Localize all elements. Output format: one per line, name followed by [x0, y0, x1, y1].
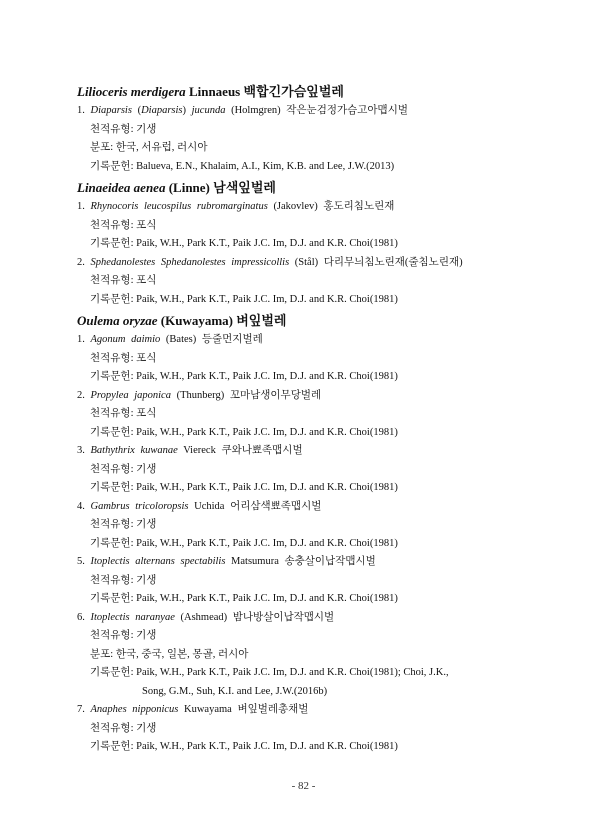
entry-number: 1.: [77, 201, 91, 212]
enemy-entry: [77, 199, 537, 218]
enemy-author-common-name: Viereck 쿠와나뾰족맵시벌: [177, 445, 303, 456]
enemy-scientific-name: Rhynocoris leucospilus rubromarginatus: [90, 201, 268, 212]
enemy-entry: [77, 610, 537, 629]
reference-continuation: Song, G.M., Suh, K.I. and Lee, J.W.(2016b): [142, 685, 328, 697]
entry-number: 3.: [77, 445, 91, 456]
entry-number: 2.: [77, 256, 91, 268]
enemy-scientific-name: Bathythrix kuwanae: [90, 445, 178, 456]
enemy-author-common-name: Kuwayama 벼잎벌레총채벌: [178, 704, 309, 715]
enemy-entry: [77, 499, 537, 518]
enemy-entry: [77, 103, 537, 122]
enemy-entry: [77, 554, 537, 573]
species-heading: [77, 177, 537, 199]
enemy-entry: [77, 388, 537, 407]
reference: 기록문헌: Paik, W.H., Park K.T., Paik J.C. Im, D.J. and K.R. Choi(1981): [90, 426, 398, 438]
enemy-type: 천적유형: 기생: [90, 123, 157, 135]
reference: 기록문헌: Paik, W.H., Park K.T., Paik J.C. Im, D.J. and K.R. Choi(1981): [90, 238, 398, 249]
enemy-author-common-name: (Thunberg) 꼬마남생이무당벌레: [170, 389, 322, 401]
enemy-author-common-name: (Holmgren) 작은눈검정가슴고아맵시벌: [225, 105, 408, 116]
entry-number: 2.: [77, 389, 91, 401]
reference: 기록문헌: Paik, W.H., Park K.T., Paik J.C. Im, D.J. and K.R. Choi(1981): [90, 537, 398, 549]
distribution: 분포: 한국, 서유럽, 러시아: [90, 142, 208, 153]
enemy-type: 천적유형: 포식: [90, 352, 157, 364]
species-author-common-name: Linnaeus 백합긴가슴잎벌레: [185, 84, 344, 99]
reference: 기록문헌: Paik, W.H., Park K.T., Paik J.C. Im, D.J. and K.R. Choi(1981): [90, 293, 398, 305]
enemy-author-common-name: Uchida 어리삼색뾰족맵시벌: [188, 500, 322, 512]
species-heading: [77, 310, 537, 332]
enemy-scientific-name: Anaphes nipponicus: [90, 704, 179, 715]
enemy-author-common-name: (Jakovlev) 홍도리침노린재: [267, 201, 395, 212]
reference: 기록문헌: Paik, W.H., Park K.T., Paik J.C. Im, D.J. and K.R. Choi(1981): [90, 371, 398, 382]
enemy-scientific-name: Sphedanolestes Sphedanolestes impressicollis: [90, 256, 290, 268]
species-name: Lilioceris merdigera: [77, 84, 186, 99]
entry-number: 1.: [77, 334, 91, 345]
enemy-scientific-name: Itoplectis alternans spectabilis: [90, 556, 226, 567]
entry-number: 1.: [77, 105, 91, 116]
entry-number: 7.: [77, 704, 91, 715]
document-body: [77, 81, 537, 758]
enemy-genus: Diaparsis: [90, 105, 132, 116]
page-number: - 82 -: [291, 780, 316, 792]
enemy-subgenus: Diaparsis: [141, 105, 183, 116]
enemy-type: 천적유형: 기생: [90, 722, 157, 734]
enemy-type: 천적유형: 기생: [90, 519, 157, 530]
entry-number: 6.: [77, 611, 91, 623]
enemy-entry: [77, 702, 537, 721]
enemy-type: 천적유형: 포식: [90, 275, 157, 286]
species-name: Linaeidea aenea: [77, 180, 166, 195]
entry-number: 5.: [77, 556, 91, 567]
reference: 기록문헌: Paik, W.H., Park K.T., Paik J.C. Im, D.J. and K.R. Choi(1981): [90, 741, 398, 752]
entry-number: 4.: [77, 500, 91, 512]
species-heading: [77, 81, 537, 103]
reference: 기록문헌: Balueva, E.N., Khalaim, A.I., Kim, K.B. and Lee, J.W.(2013): [90, 160, 395, 172]
enemy-scientific-name: Agonum daimio: [90, 334, 161, 345]
enemy-type: 천적유형: 포식: [90, 219, 157, 231]
species-author-common-name: (Kuwayama) 벼잎벌레: [157, 313, 287, 328]
enemy-type: 천적유형: 기생: [90, 574, 157, 586]
enemy-scientific-name: Itoplectis naranyae: [90, 611, 175, 623]
reference: 기록문헌: Paik, W.H., Park K.T., Paik J.C. Im, D.J. and K.R. Choi(1981): [90, 593, 398, 604]
enemy-entry: [77, 332, 537, 351]
enemy-entry: [77, 443, 537, 462]
reference: 기록문헌: Paik, W.H., Park K.T., Paik J.C. Im, D.J. and K.R. Choi(1981); Choi, J.K.,: [90, 667, 449, 678]
enemy-author-common-name: Matsumura 송충살이납작맵시벌: [225, 556, 376, 567]
enemy-author-common-name: (Stål) 다리무늬침노린재(줄침노린재): [289, 256, 463, 268]
species-author-common-name: (Linne) 남색잎벌레: [165, 180, 276, 195]
enemy-type: 천적유형: 기생: [90, 630, 157, 641]
reference: 기록문헌: Paik, W.H., Park K.T., Paik J.C. Im, D.J. and K.R. Choi(1981): [90, 482, 398, 493]
distribution: 분포: 한국, 중국, 일본, 몽골, 러시아: [90, 648, 249, 660]
enemy-author-common-name: (Bates) 등줄먼지벌레: [160, 334, 263, 345]
paren-close: ): [182, 105, 192, 116]
enemy-entry: [77, 255, 537, 274]
enemy-author-common-name: (Ashmead) 밤나방살이납작맵시벌: [174, 611, 335, 623]
paren-open: (: [131, 105, 142, 116]
enemy-type: 천적유형: 포식: [90, 408, 157, 419]
enemy-type: 천적유형: 기생: [90, 463, 157, 475]
species-name: Oulema oryzae: [77, 313, 158, 328]
enemy-species: jucunda: [191, 105, 226, 116]
enemy-scientific-name: Propylea japonica: [90, 389, 171, 401]
enemy-scientific-name: Gambrus tricoloropsis: [90, 500, 189, 512]
